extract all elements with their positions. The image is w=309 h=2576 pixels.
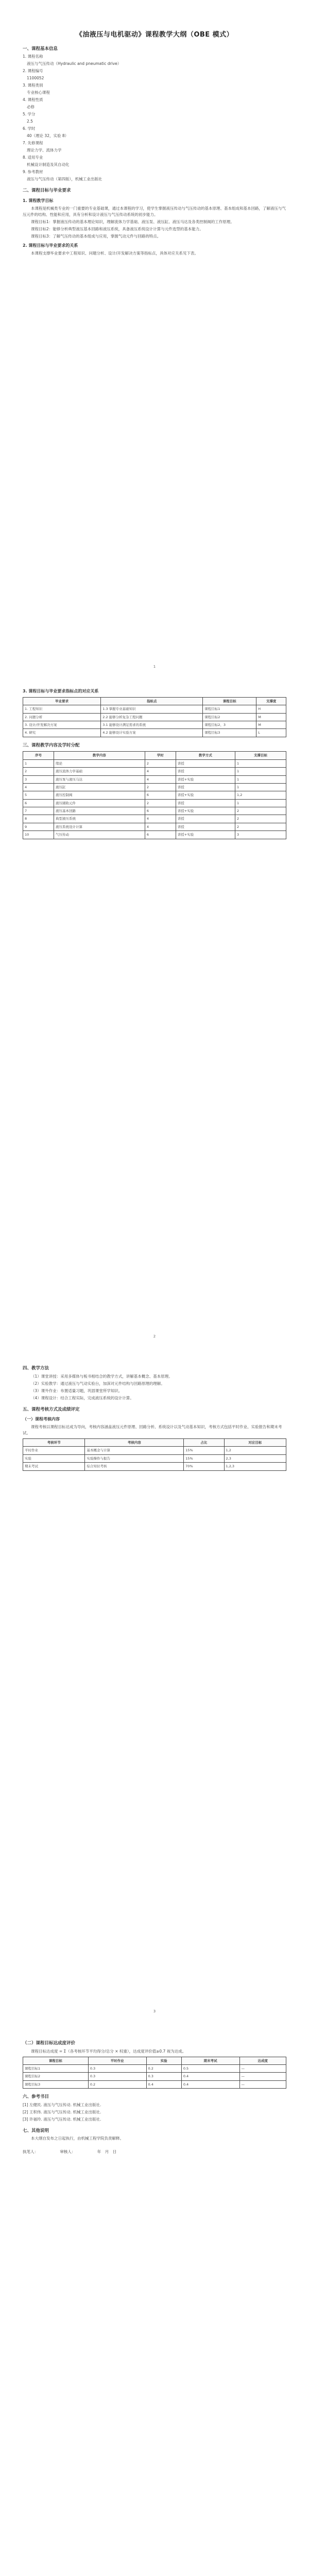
table-cell: 0.3 [88,2073,146,2080]
table-cell: 讲授 [176,759,235,767]
table-cell: 1.3 掌握专业基础知识 [101,705,203,713]
table-cell: 典型液压系统 [54,815,145,823]
table-header-cell: 平时作业 [88,2057,146,2064]
table-cell: 8 [23,815,54,823]
section6-para: 课程目标达成度 = Σ（各考核环节平均得分/总分 × 权重），达成度评价值≥0.7 视为达成。 [31,2048,186,2054]
table-row [23,768,286,775]
table-cell: 液压控制阀 [54,791,145,799]
table-cell: 6 [145,807,176,815]
table-cell: 0.2 [88,2080,146,2088]
section2-sub1: 1. 课程教学目标 [23,198,54,203]
table-cell: 3 [23,775,54,783]
table1 [23,697,286,737]
table-cell: 1 [23,759,54,767]
table-cell: 10 [23,831,54,839]
table-cell: 4 [145,823,176,831]
info-label: 1. 课程名称 [23,54,43,59]
table-header-cell: 实验 [146,2057,181,2064]
table-cell: 2 [145,759,176,767]
info-label: 4. 课程性质 [23,97,43,103]
table-header-cell: 对应目标 [224,1438,286,1446]
table-cell: 4.2 能够设计实验方案 [101,729,203,737]
table-cell: 4 [145,815,176,823]
table-cell: 液压缸 [54,783,145,791]
table-cell: 课程目标1 [23,2064,89,2072]
document [23,0,286,257]
table-cell: 6 [145,831,176,839]
table-cell: 9 [23,823,54,831]
document-page3 [23,1360,286,1471]
info-label: 2. 课程编号 [23,69,43,74]
table-cell: 课程目标3 [203,729,256,737]
table-cell: 2 [23,768,54,775]
table2 [23,751,286,839]
table-cell: 0.2 [146,2064,181,2072]
table-row [23,783,286,791]
section4-paras [23,1374,286,1401]
table-cell: 0.5 [181,2064,239,2072]
section1-items [23,54,286,182]
paragraph: 课程目标1：掌握液压传动的基本理论知识，理解流体力学基础、液压泵、液压缸、液压马达及各类控制阀的工作原理。 [31,219,234,224]
paragraph: [2] 王积伟. 液压与气压传动. 机械工业出版社. [23,2109,101,2114]
table-cell: 讲授 [176,815,235,823]
date-label: 年 月 日 [97,2149,117,2155]
signature-block [23,2149,286,2155]
table-row [23,807,286,815]
table-cell: 液压泵与液压马达 [54,775,145,783]
page-number: 3 [153,2009,156,2013]
table-cell: 液压流体力学基础 [54,768,145,775]
table-header-cell: 考核内容 [85,1438,184,1446]
table-header-cell: 教学方式 [176,752,235,759]
paragraph: [3] 许福玲. 液压与气压传动. 机械工业出版社. [23,2116,101,2122]
table-cell: 讲授 [176,768,235,775]
info-value: 理论力学、流体力学 [27,148,62,153]
section4-heading: 四、教学方法 [23,1366,49,1371]
table-cell: 6 [145,791,176,799]
table-header-cell: 序号 [23,752,54,759]
info-value: 液压与气压传动（第四版），机械工业出版社 [27,177,102,182]
table-row [23,759,286,767]
table1-caption: 3. 课程目标与毕业要求指标点的对应关系 [23,689,99,693]
table2-caption: 三、课程教学内容及学时分配 [23,742,80,748]
paragraph: 课程目标2：能够分析典型液压基本回路和液压系统，具备液压系统设计计算与元件选型的基本能力。 [31,226,203,231]
table-cell: 0.4 [181,2080,239,2088]
table-cell: 液压系统设计计算 [54,823,145,831]
writer-label: 执笔人： [23,2149,38,2155]
table-header-cell: 支撑目标 [235,752,286,759]
table-cell: 5 [23,791,54,799]
table-cell: 2 [235,815,286,823]
table-row [23,1454,286,1462]
table-cell: 0.4 [181,2073,239,2080]
table-cell: 1,2,3 [224,1463,286,1470]
table-cell: 2.2 能够分析复杂工程问题 [101,713,203,721]
table-cell: 讲授+实验 [176,775,235,783]
table-cell: 课程目标2 [203,713,256,721]
table-header-cell: 期末考试 [181,2057,239,2064]
table-row [23,815,286,823]
table-row [23,823,286,831]
info-value: 专业核心课程 [27,90,50,95]
info-label: 8. 适用专业 [23,155,43,160]
section1-heading: 一、课程基本信息 [23,46,58,52]
table-cell: 讲授+实验 [176,807,235,815]
table-cell: L [256,729,286,737]
table-cell: 0.3 [88,2064,146,2072]
table-cell: 绪论 [54,759,145,767]
section7-items [23,2102,286,2123]
paragraph: （2）实验教学：通过液压与气动实验台，加深对元件结构与回路原理的理解。 [31,1381,165,1386]
table-cell: 基本概念与计算 [85,1447,184,1454]
section2-para2: 本课程支撑毕业要求中工程知识、问题分析、设计/开发解决方案等指标点，具体对应关系见下表。 [31,250,199,256]
table-cell: 0.4 [146,2080,181,2088]
table-cell: 70% [184,1463,224,1470]
table-header-cell: 支撑度 [256,697,286,705]
table-cell: 4. 研究 [23,729,101,737]
table-row [23,1447,286,1454]
table-row [23,2073,286,2080]
table-cell: 3 [235,831,286,839]
info-value: 液压与气压传动（Hydraulic and pneumatic drive） [27,61,122,66]
info-label: 7. 先修课程 [23,141,43,146]
table-cell: 讲授+实验 [176,831,235,839]
table-row [23,705,286,713]
page-number: 2 [153,1334,156,1338]
table-cell: M [256,721,286,728]
table-cell: 4 [145,775,176,783]
table-cell: 1,2 [235,791,286,799]
table-row [23,799,286,807]
table-row [23,831,286,839]
table-cell: 1 [235,775,286,783]
table-row [23,729,286,737]
table-cell: 7 [23,807,54,815]
table-header-cell: 指标点 [101,697,203,705]
paragraph: （3）课外作业：布置适量习题，巩固课堂所学知识。 [31,1388,123,1393]
table-cell: 15% [184,1447,224,1454]
table-header-cell: 课程目标 [23,2057,89,2064]
section8-para: 本大纲自发布之日起执行，由机械工程学院负责解释。 [31,2136,124,2141]
table-cell: 讲授 [176,799,235,807]
page-number: 1 [153,665,156,669]
table-cell: 期末考试 [23,1463,85,1470]
table-cell: 讲授 [176,823,235,831]
table4 [23,2057,286,2089]
info-value: 必修 [27,105,35,110]
table-cell: 6 [23,799,54,807]
table-header-cell: 教学内容 [54,752,145,759]
table-header-cell: 课程目标 [203,697,256,705]
table-cell: 0.3 [146,2073,181,2080]
info-label: 3. 课程类别 [23,83,43,88]
table-cell: 15% [184,1454,224,1462]
table-cell: 课程目标1 [203,705,256,713]
info-value: 2.5 [27,119,33,124]
paragraph: 本课程是机械类专业的一门重要的专业基础课，通过本课程的学习，使学生掌握液压传动与气压传动的基本原理、基本组成和基本回路，了解液压与气压元件的结构、性能和应用，具有分析和设计液压与气压传动系统的初步能力。 [23,206,286,217]
table-cell: 2,3 [224,1454,286,1462]
table-cell: 气压传动 [54,831,145,839]
table-row [23,2064,286,2072]
table-row [23,721,286,728]
table-row [23,2080,286,2088]
table-cell: 讲授 [176,783,235,791]
table-cell: — [239,2073,286,2080]
table-cell: 3.1 能够设计满足需求的系统 [101,721,203,728]
table-cell: 2 [145,799,176,807]
section7-heading: 六、参考书目 [23,2094,49,2100]
info-value: 40（理论 32，实验 8） [27,133,69,139]
table-cell: 1,2 [224,1447,286,1454]
section6-heading: （二）课程目标达成度评价 [23,2041,76,2046]
table-header-cell: 占比 [184,1438,224,1446]
section8-heading: 七、其他说明 [23,2128,49,2133]
document-page2 [23,685,286,839]
table-cell: 液压基本回路 [54,807,145,815]
table-row [23,713,286,721]
table-cell: 1 [235,759,286,767]
table-cell: H [256,705,286,713]
table-cell: — [239,2064,286,2072]
table-cell: 1 [235,799,286,807]
section5-heading: 五、课程考核方式及成绩评定 [23,1406,80,1412]
table-cell: 2 [235,823,286,831]
table-cell: 实验操作与报告 [85,1454,184,1462]
info-label: 9. 参考教材 [23,170,43,175]
table-header-cell: 毕业要求 [23,697,101,705]
table-cell: 3. 设计/开发解决方案 [23,721,101,728]
table-cell: 1. 工程知识 [23,705,101,713]
table-cell: 讲授+实验 [176,791,235,799]
section5-para: 课程考核以课程目标达成为导向，考核内容涵盖液压元件原理、回路分析、系统设计以及气动基本知识，考核方式包括平时作业、实验报告和期末考试。 [23,1424,282,1435]
table-cell: 课程目标2 [23,2073,89,2080]
paragraph: 课程目标3：了解气压传动的基本组成与应用，掌握气动元件与回路的特点。 [31,233,161,239]
table-cell: 课程目标2、3 [203,721,256,728]
table-row [23,1463,286,1470]
table-cell: 4 [23,783,54,791]
table-cell: 2. 问题分析 [23,713,101,721]
info-label: 6. 学时 [23,126,36,131]
paragraph: （1）课堂讲授：采用多媒体与板书相结合的教学方式，讲解基本概念、基本原理。 [31,1374,173,1379]
table-cell: 1 [235,768,286,775]
table-row [23,775,286,783]
table-cell: 1 [235,783,286,791]
section2-heading: 二、课程目标与毕业要求 [23,188,71,194]
table-cell: 2 [235,807,286,815]
table-cell: 实验 [23,1454,85,1462]
table-row [23,791,286,799]
table-cell: — [239,2080,286,2088]
info-label: 5. 学分 [23,112,36,117]
table-header-cell: 达成度 [239,2057,286,2064]
info-value: 机械设计制造及其自动化 [27,162,70,167]
table-header-cell: 考核环节 [23,1438,85,1446]
table-header-cell: 学时 [145,752,176,759]
paragraph: [1] 左健民. 液压与气压传动. 机械工业出版社. [23,2102,101,2107]
table-cell: 4 [145,768,176,775]
section2-sub2: 2. 课程目标与毕业要求的关系 [23,243,78,248]
table-cell: M [256,713,286,721]
section2-paras [23,206,286,240]
paragraph: （4）课程设计：结合工程实际，完成液压系统的设计计算。 [31,1395,134,1400]
reviewer-label: 审核人： [60,2149,76,2155]
table3 [23,1438,286,1471]
doc-title: 《油液压与电机驱动》课程教学大纲（OBE 模式） [75,31,234,39]
table-cell: 平时作业 [23,1447,85,1454]
document-page4 [23,2035,286,2155]
info-value: 1100052 [27,76,44,81]
table-cell: 综合知识考核 [85,1463,184,1470]
section5-sub1: （一）课程考核内容 [23,1417,60,1422]
table-cell: 2 [145,783,176,791]
table-cell: 液压辅助元件 [54,799,145,807]
table-cell: 课程目标3 [23,2080,89,2088]
